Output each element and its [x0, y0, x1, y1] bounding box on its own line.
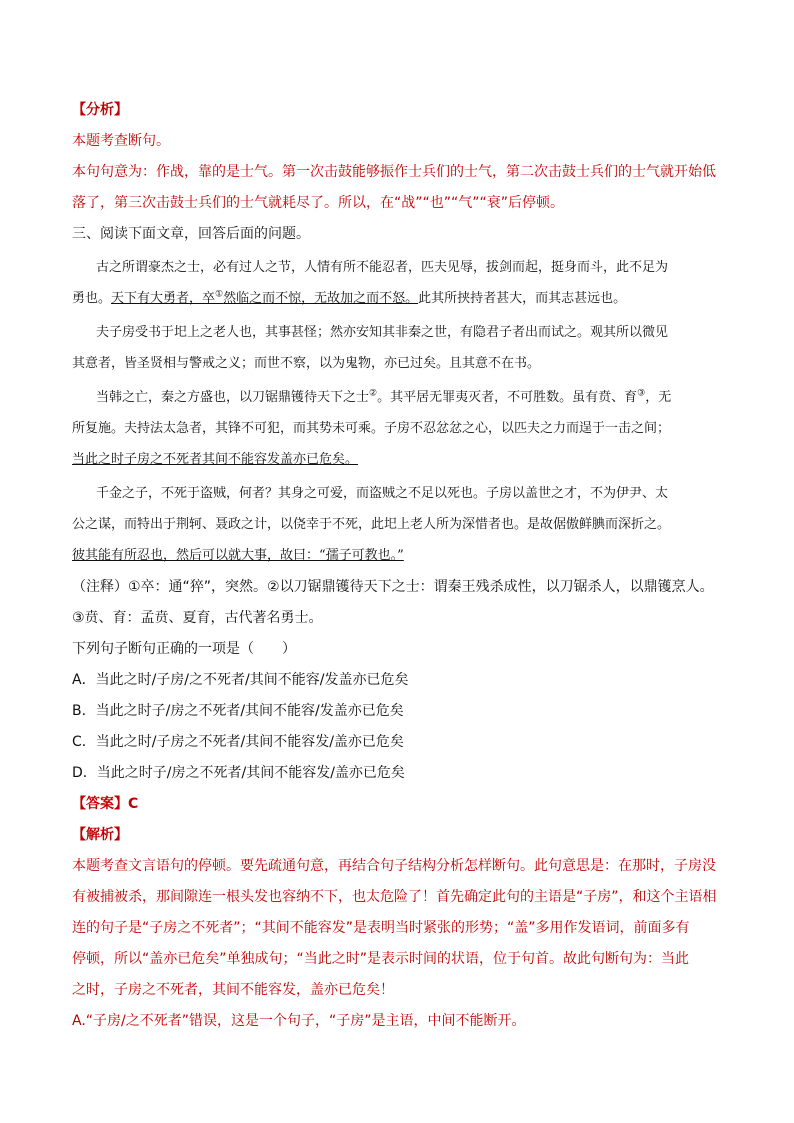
- explanation-line-4: 停顿，所以“盖亦已危矣”单独成句；“当此之时”是表示时间的状语，位于句首。故此句断句为：当此: [72, 951, 690, 967]
- explanation-line-1: 本题考查文言语句的停顿。要先疏通句意，再结合句子结构分析怎样断句。此句意思是：在那时，子房没: [72, 858, 716, 874]
- passage-p1-line-1: 古之所谓豪杰之士，必有过人之节，人情有所不能忍者，匹夫见辱，拔剑而起，挺身而斗，此不足为: [96, 260, 669, 275]
- option-a: A．当此之时/子房/之不死者/其间不能容/发盖亦已危矣: [72, 672, 409, 688]
- passage-p2-line-1: 夫子房受书于圯上之老人也，其事甚怪；然亦安知其非秦之世，有隐君子者出而试之。观其所以微见: [96, 325, 669, 340]
- explanation-label: 【解析】: [72, 827, 128, 843]
- answer-value: C: [128, 796, 139, 812]
- passage-p2-line-2: 其意者，皆圣贤相与警戒之义；而世不察，以为鬼物，亦已过矣。且其意不在书。: [72, 356, 541, 371]
- underlined-sentence: 天下有大勇者，卒①然临之而不惊，无故加之而不怒。: [111, 289, 419, 306]
- explanation-line-3: 连的句子是“子房之不死者”；“其间不能容发”是表明当时紧张的形势；“盖”多用作发语词，前面多有: [72, 920, 690, 936]
- option-d: D．当此之时子/房之不死者/其间不能容发/盖亦已危矣: [72, 765, 405, 781]
- passage-p4-line-3-underlined: 彼其能有所忍也，然后可以就大事，故曰：“孺子可教也。”: [72, 548, 404, 563]
- notes-line-2: ③贲、育：孟贲、夏育，古代著名勇士。: [72, 610, 323, 626]
- section-heading: 三、阅读下面文章，回答后面的问题。: [72, 226, 310, 242]
- question-stem: 下列句子断句正确的一项是（ ）: [72, 641, 296, 657]
- option-b: B．当此之时子/房之不死者/其间不能容/发盖亦已危矣: [72, 703, 404, 719]
- explanation-line-5: 之时，子房之不死者，其间不能容发，盖亦已危矣！: [72, 982, 394, 998]
- passage-p4-line-2: 公之谋，而特出于荆轲、聂政之计，以侥幸于不死，此圯上老人所为深惜者也。是故倨傲鲜腆而深折之。: [72, 517, 671, 532]
- analysis-meaning-line-1: 本句句意为：作战，靠的是士气。第一次击鼓能够振作士兵们的士气，第二次击鼓士兵们的士气就开始低: [72, 164, 716, 180]
- option-c: C．当此之时/子房之不死者/其间不能容发/盖亦已危矣: [72, 734, 404, 750]
- passage-p1-line-2: 勇也。天下有大勇者，卒①然临之而不惊，无故加之而不怒。此其所挟持者甚大，而其志甚远也。: [72, 289, 627, 306]
- analysis-label: 【分析】: [72, 102, 128, 118]
- passage-p3-line-3-underlined: 当此之时子房之不死者其间不能容发盖亦已危矣。: [72, 452, 359, 467]
- explanation-line-6: A.“子房/之不死者”错误，这是一个句子，“子房”是主语，中间不能断开。: [72, 1013, 526, 1029]
- notes-line-1: （注释）①卒：通“猝”，突然。②以刀锯鼎镬待天下之士：谓秦王残杀成性，以刀锯杀人，以鼎镬烹人。: [72, 579, 714, 595]
- explanation-line-2: 有被捕被杀，那间隙连一根头发也容纳不下，也太危险了！首先确定此句的主语是“子房”，和这个主语相: [72, 889, 717, 905]
- analysis-intro: 本题考查断句。: [72, 133, 170, 149]
- answer-line: [72, 794, 722, 814]
- analysis-meaning-line-2: 落了，第三次击鼓士兵们的士气就耗尽了。所以，在“战”“也”“气”“衰”后停顿。: [72, 195, 565, 211]
- passage-p4-line-1: 千金之子，不死于盗贼，何者？其身之可爱，而盗贼之不足以死也。子房以盖世之才，不为伊尹、太: [96, 486, 669, 501]
- answer-label: 【答案】: [72, 796, 128, 812]
- passage-p3-line-2: 所复施。夫持法太急者，其锋不可犯，而其势未可乘。子房不忍忿忿之心，以匹夫之力而逞于一击之间；: [72, 421, 671, 436]
- passage-p3-line-1: 当韩之亡，秦之方盛也，以刀锯鼎镬待天下之士②。其平居无罪夷灭者，不可胜数。虽有贲、育③，无: [96, 388, 672, 405]
